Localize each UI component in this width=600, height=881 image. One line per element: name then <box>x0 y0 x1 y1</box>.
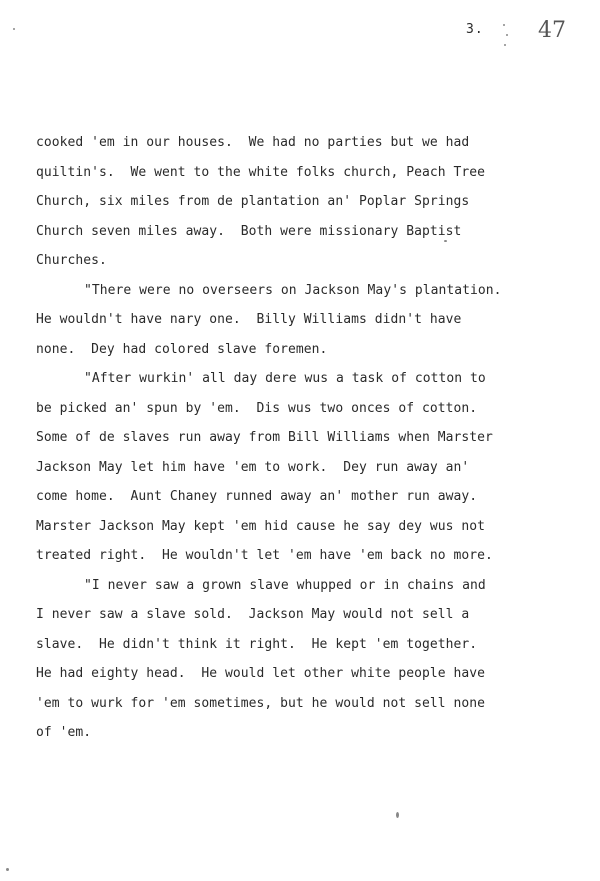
text-line: come home. Aunt Chaney runned away an' mother run away. <box>36 489 478 504</box>
scan-speck <box>396 812 399 818</box>
text-line: I never saw a slave sold. Jackson May would not sell a <box>36 607 470 622</box>
page-number: 3. <box>466 22 484 37</box>
text-line: He had eighty head. He would let other white people have <box>36 666 485 681</box>
text-line: Some of de slaves run away from Bill Williams when Marster <box>36 430 493 445</box>
text-line: Churches. <box>36 253 107 268</box>
text-line: Marster Jackson May kept 'em hid cause he say dey wus not <box>36 518 485 534</box>
text-line: none. Dey had colored slave foremen. <box>36 341 328 357</box>
text-line: be picked an' spun by 'em. Dis wus two onces of cotton. <box>36 400 478 416</box>
scan-speck <box>13 28 15 30</box>
text-line: cooked 'em in our houses. We had no parties but we had <box>36 135 470 150</box>
text-line: Jackson May let him have 'em to work. Dey run away an' <box>36 459 470 475</box>
scan-speck <box>504 44 506 46</box>
text-line: slave. He didn't think it right. He kept 'em together. <box>36 636 478 652</box>
text-line: "I never saw a grown slave whupped or in chains and <box>84 577 486 593</box>
text-line: Church seven miles away. Both were missionary Baptist <box>36 223 462 239</box>
text-line: treated right. He wouldn't let 'em have 'em back no more. <box>36 548 493 563</box>
scan-speck <box>503 24 505 26</box>
text-line: quiltin's. We went to the white folks church, Peach Tree <box>36 164 485 180</box>
scan-speck <box>6 868 9 871</box>
text-line: 'em to wurk for 'em sometimes, but he would not sell none <box>36 695 485 711</box>
text-line: "There were no overseers on Jackson May's plantation. <box>84 282 502 298</box>
text-line: "After wurkin' all day dere wus a task of cotton to <box>84 371 486 386</box>
stamped-page-number: 47 <box>538 18 566 43</box>
transcript-body <box>36 128 566 748</box>
scan-speck <box>506 34 508 36</box>
text-line: He wouldn't have nary one. Billy Williams didn't have <box>36 312 462 327</box>
text-line: of 'em. <box>36 725 92 740</box>
text-line: Church, six miles from de plantation an' Poplar Springs <box>36 194 470 209</box>
